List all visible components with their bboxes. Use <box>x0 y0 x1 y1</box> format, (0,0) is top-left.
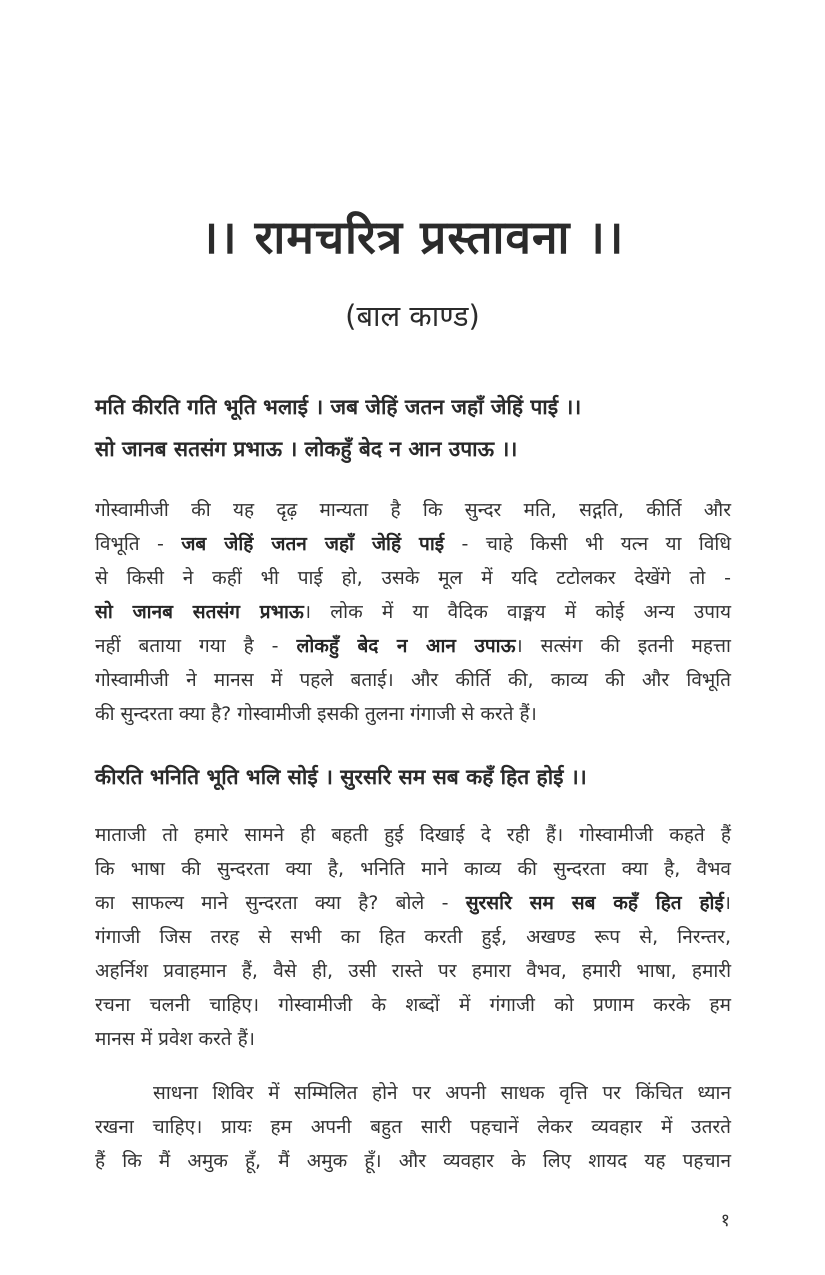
bold-quote: सुरसरि सम सब कहँ हित होई <box>465 892 724 914</box>
paragraph-line: की सुन्दरता क्या है? गोस्वामीजी इसकी तुलना गंगाजी से करते हैं। <box>95 703 537 725</box>
bold-quote: लोकहुँ बेद न आन उपाऊ <box>296 635 516 657</box>
bold-quote: सो जानब सतसंग प्रभाऊ <box>95 601 304 623</box>
paragraph-line: हैं कि मैं अमुक हूँ, मैं अमुक हूँ। और व्यवहार के लिए शायद यह पहचान <box>95 1150 731 1172</box>
paragraph-line: गोस्वामीजी ने मानस में पहले बताई। और कीर्ति की, काव्य की और विभूति <box>95 669 731 691</box>
paragraph-line: गंगाजी जिस तरह से सभी का हित करती हुई, अखण्ड रूप से, निरन्तर, <box>95 926 731 948</box>
paragraph-line: का साफल्य माने सुन्दरता क्या है? बोले - सुरसरि सम सब कहँ हित होई। <box>95 892 731 914</box>
paragraph-line: कि भाषा की सुन्दरता क्या है, भनिति माने काव्य की सुन्दरता क्या है, वैभव <box>95 858 731 880</box>
paragraph-line: विभूति - जब जेहिं जतन जहाँ जेहिं पाई - चाहे किसी भी यत्न या विधि <box>95 533 731 555</box>
paragraph-line: से किसी ने कहीं भी पाई हो, उसके मूल में यदि टटोलकर देखेंगे तो - <box>95 567 731 589</box>
paragraph-2 <box>95 818 731 1056</box>
verse-block-1 <box>95 386 735 470</box>
paragraph-line: सो जानब सतसंग प्रभाऊ। लोक में या वैदिक वाङ्मय में कोई अन्य उपाय <box>95 601 731 623</box>
paragraph-line: नहीं बताया गया है - लोकहुँ बेद न आन उपाऊ। सत्संग की इतनी महत्ता <box>95 635 731 657</box>
paragraph-line: रखना चाहिए। प्रायः हम अपनी बहुत सारी पहचानें लेकर व्यवहार में उतरते <box>95 1116 731 1138</box>
paragraph-line: रचना चलनी चाहिए। गोस्वामीजी के शब्दों में गंगाजी को प्रणाम करके हम <box>95 994 731 1016</box>
paragraph-1 <box>95 493 731 731</box>
page-subtitle: (बाल काण्ड) <box>345 299 480 333</box>
verse-block-2 <box>95 756 735 798</box>
verse-line: मति कीरति गति भूति भलाई । जब जेहिं जतन जहाँ जेहिं पाई ।। <box>95 395 582 419</box>
bold-quote: जब जेहिं जतन जहाँ जेहिं पाई <box>181 533 445 555</box>
paragraph-line: साधना शिविर में सम्मिलित होने पर अपनी साधक वृत्ति पर किंचित ध्यान <box>153 1082 731 1104</box>
verse-line: कीरति भनिति भूति भलि सोई । सुरसरि सम सब कहँ हित होई ।। <box>95 765 587 789</box>
verse-line: सो जानब सतसंग प्रभाऊ । लोकहुँ बेद न आन उपाऊ ।। <box>95 437 518 461</box>
paragraph-3 <box>95 1076 731 1178</box>
paragraph-line: मानस में प्रवेश करते हैं। <box>95 1028 255 1050</box>
page-number: १ <box>720 1210 730 1231</box>
paragraph-line: गोस्वामीजी की यह दृढ़ मान्यता है कि सुन्दर मति, सद्गति, कीर्ति और <box>95 499 731 521</box>
page-title: ।। रामचरित्र प्रस्तावना ।। <box>200 210 625 264</box>
paragraph-line: माताजी तो हमारे सामने ही बहती हुई दिखाई दे रही हैं। गोस्वामीजी कहते हैं <box>95 824 731 846</box>
paragraph-line: अहर्निश प्रवाहमान हैं, वैसे ही, उसी रास्ते पर हमारा वैभव, हमारी भाषा, हमारी <box>95 960 731 982</box>
